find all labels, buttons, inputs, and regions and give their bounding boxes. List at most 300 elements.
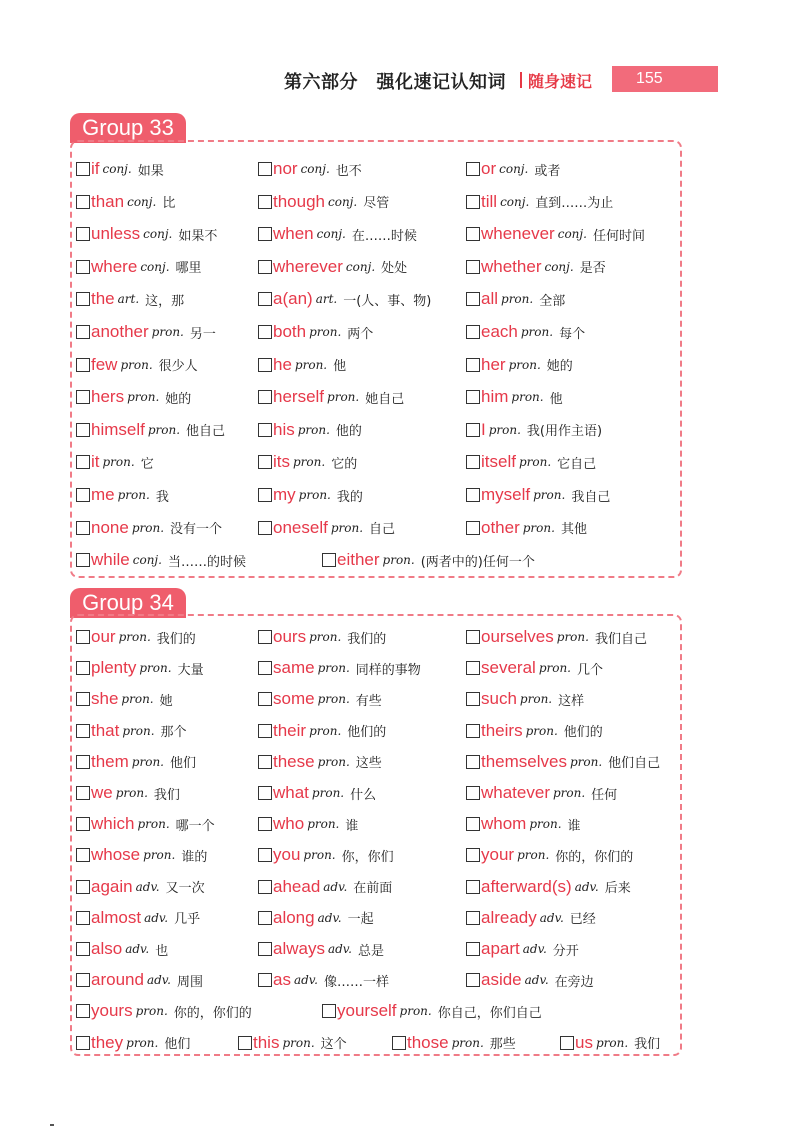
checkbox[interactable] — [258, 661, 272, 675]
word-row — [72, 252, 684, 282]
chinese-meaning: 自己 — [369, 522, 396, 538]
checkbox[interactable] — [466, 661, 480, 675]
vocab-word: his — [273, 419, 295, 439]
part-of-speech: pron. — [139, 661, 172, 676]
part-of-speech: pron. — [327, 390, 360, 405]
chinese-meaning: 他们自己 — [608, 756, 661, 772]
vocab-word: plenty — [91, 658, 137, 678]
chinese-meaning: 每个 — [559, 326, 586, 342]
vocab-entry — [258, 778, 376, 808]
checkbox[interactable] — [76, 195, 90, 209]
part-of-speech: conj. — [132, 553, 162, 568]
part-of-speech: pron. — [307, 817, 340, 832]
group-box — [70, 140, 682, 578]
vocab-entry — [466, 154, 560, 184]
checkbox[interactable] — [258, 227, 272, 241]
word-row — [72, 778, 684, 808]
vocab-entry — [322, 545, 535, 575]
vocab-entry — [466, 840, 633, 870]
word-row — [72, 513, 684, 543]
checkbox[interactable] — [466, 724, 480, 738]
vocab-entry — [76, 317, 216, 347]
vocab-entry — [466, 252, 606, 282]
chinese-meaning: 哪里 — [175, 261, 202, 277]
checkbox[interactable] — [76, 260, 90, 274]
chinese-meaning: 他们的 — [563, 725, 603, 741]
part-of-speech: adv. — [323, 879, 348, 894]
checkbox[interactable] — [258, 423, 272, 437]
chinese-meaning: 两个 — [347, 326, 374, 342]
chinese-meaning: 一(人、事、物) — [343, 293, 432, 309]
vocab-entry — [76, 480, 169, 510]
checkbox[interactable] — [76, 880, 90, 894]
part-of-speech: pron. — [488, 422, 521, 437]
checkbox[interactable] — [258, 195, 272, 209]
vocab-word: they — [91, 1032, 124, 1052]
vocab-word: you — [273, 845, 301, 865]
checkbox[interactable] — [466, 162, 480, 176]
word-row — [72, 480, 684, 510]
part-of-speech: conj. — [328, 194, 358, 209]
vocab-word: a(an) — [273, 289, 313, 309]
checkbox[interactable] — [258, 848, 272, 862]
part-of-speech: pron. — [520, 325, 554, 339]
word-row — [72, 622, 684, 652]
word-row — [72, 317, 684, 347]
vocab-entry — [258, 622, 386, 652]
chinese-meaning: 她的 — [165, 391, 192, 407]
vocab-word: nor — [273, 159, 298, 178]
part-of-speech: pron. — [115, 786, 148, 800]
checkbox[interactable] — [76, 521, 90, 535]
part-of-speech: pron. — [117, 488, 150, 502]
checkbox[interactable] — [238, 1036, 252, 1050]
vocab-entry — [466, 965, 594, 995]
word-row — [72, 996, 684, 1026]
vocab-entry — [258, 716, 386, 746]
checkbox[interactable] — [466, 848, 480, 862]
chinese-meaning: 他 — [333, 359, 347, 375]
vocab-word: whatever — [481, 783, 550, 802]
vocab-word: already — [481, 907, 537, 927]
chinese-meaning: 后来 — [604, 881, 631, 897]
vocab-entry — [76, 382, 191, 412]
chinese-meaning: 分开 — [552, 943, 579, 959]
vocab-word: than — [91, 191, 125, 211]
checkbox[interactable] — [258, 755, 272, 769]
vocab-entry — [258, 187, 389, 217]
vocab-entry — [258, 684, 382, 714]
checkbox[interactable] — [258, 911, 272, 925]
checkbox[interactable] — [258, 630, 272, 644]
vocab-word: her — [481, 354, 506, 374]
checkbox[interactable] — [76, 455, 90, 469]
vocab-entry — [76, 965, 203, 995]
checkbox[interactable] — [76, 786, 90, 800]
vocab-word: other — [481, 517, 520, 537]
checkbox[interactable] — [466, 911, 480, 925]
checkbox[interactable] — [76, 1004, 90, 1018]
vocab-entry — [76, 252, 202, 282]
vocab-entry — [466, 716, 603, 746]
section-title: 第六部分 强化速记认知词 — [284, 72, 506, 93]
part-of-speech: pron. — [556, 630, 589, 644]
part-of-speech: pron. — [451, 1035, 484, 1050]
vocab-word: me — [91, 485, 115, 504]
checkbox[interactable] — [76, 423, 90, 437]
page-header — [0, 64, 800, 94]
part-of-speech: adv. — [317, 910, 342, 925]
checkbox[interactable] — [258, 692, 272, 706]
checkbox[interactable] — [76, 692, 90, 706]
vocab-word: either — [337, 550, 380, 570]
vocab-entry — [258, 965, 389, 995]
part-of-speech: conj. — [544, 259, 574, 274]
vocab-word: whenever — [481, 224, 555, 244]
chinese-meaning: 什么 — [350, 787, 377, 803]
vocab-word: we — [91, 783, 113, 802]
checkbox[interactable] — [258, 455, 272, 469]
part-of-speech: pron. — [126, 1035, 159, 1050]
vocab-word: few — [91, 354, 118, 374]
chinese-meaning: 这些 — [355, 756, 382, 772]
vocab-entry — [76, 219, 217, 249]
checkbox[interactable] — [466, 973, 480, 987]
part-of-speech: pron. — [127, 390, 160, 405]
vocab-word: till — [481, 191, 498, 211]
chinese-meaning: 他的 — [335, 424, 362, 440]
group-label: Group 34 — [70, 588, 186, 618]
chinese-meaning: 一起 — [347, 912, 374, 928]
vocab-entry — [76, 747, 196, 777]
vocab-word: your — [481, 845, 515, 865]
chinese-meaning: 他们 — [164, 1037, 191, 1053]
part-of-speech: pron. — [102, 455, 135, 470]
part-of-speech: pron. — [595, 1035, 629, 1050]
vocab-word: the — [91, 289, 115, 309]
checkbox[interactable] — [466, 692, 480, 706]
checkbox[interactable] — [466, 390, 480, 404]
checkbox[interactable] — [76, 292, 90, 306]
part-of-speech: conj. — [143, 227, 173, 242]
checkbox[interactable] — [466, 488, 480, 502]
vocab-word: yours — [91, 1001, 133, 1021]
part-of-speech: pron. — [118, 630, 151, 644]
checkbox[interactable] — [76, 973, 90, 987]
checkbox[interactable] — [76, 553, 90, 567]
checkbox[interactable] — [258, 724, 272, 738]
chinese-meaning: 如果 — [137, 163, 164, 179]
checkbox[interactable] — [258, 358, 272, 372]
vocab-entry — [76, 716, 187, 746]
vocab-entry — [466, 219, 645, 249]
vocab-word: its — [273, 452, 290, 472]
chinese-meaning: 谁 — [567, 818, 581, 834]
part-of-speech: pron. — [518, 455, 552, 470]
chinese-meaning: 没有一个 — [170, 522, 223, 538]
chinese-meaning: 也不 — [335, 163, 362, 179]
vocab-entry — [76, 684, 173, 714]
part-of-speech: conj. — [316, 227, 346, 242]
part-of-speech: pron. — [294, 357, 328, 372]
checkbox[interactable] — [76, 488, 90, 502]
vocab-word: where — [91, 256, 138, 276]
chinese-meaning: 它自己 — [557, 456, 597, 472]
vocab-word: my — [273, 485, 296, 504]
chinese-meaning: 我们的 — [156, 631, 196, 647]
vocab-entry — [466, 653, 603, 683]
chinese-meaning: 也 — [155, 943, 169, 959]
checkbox[interactable] — [258, 880, 272, 894]
chinese-meaning: 他们的 — [347, 725, 387, 741]
word-row — [72, 747, 684, 777]
vocab-word: she — [91, 689, 119, 709]
chinese-meaning: 她的 — [546, 359, 573, 375]
checkbox[interactable] — [76, 358, 90, 372]
vocab-word: ours — [273, 627, 307, 646]
part-of-speech: pron. — [121, 692, 154, 707]
vocab-entry — [392, 1028, 516, 1058]
vocab-word: herself — [273, 387, 325, 407]
vocab-entry — [466, 778, 617, 808]
part-of-speech: conj. — [102, 162, 132, 176]
vocab-entry — [258, 382, 404, 412]
part-of-speech: pron. — [311, 786, 345, 800]
word-row — [72, 716, 684, 746]
vocab-word: these — [273, 751, 315, 771]
checkbox[interactable] — [258, 488, 272, 502]
chinese-meaning: 尽管 — [363, 196, 390, 212]
chinese-meaning: 这样 — [558, 693, 585, 709]
part-of-speech: art. — [315, 292, 338, 307]
part-of-speech: adv. — [125, 942, 150, 956]
chinese-meaning: 那些 — [489, 1037, 516, 1053]
checkbox[interactable] — [322, 553, 336, 567]
checkbox[interactable] — [76, 817, 90, 831]
vocab-entry — [466, 480, 610, 510]
vocab-word: oneself — [273, 517, 328, 537]
word-row — [72, 872, 684, 902]
checkbox[interactable] — [76, 911, 90, 925]
part-of-speech: pron. — [525, 723, 558, 738]
checkbox[interactable] — [258, 786, 272, 800]
vocab-entry — [466, 350, 573, 380]
chinese-meaning: 她 — [159, 693, 173, 709]
vocab-entry — [466, 934, 579, 964]
part-of-speech: adv. — [522, 942, 547, 956]
chinese-meaning: 几乎 — [174, 912, 201, 928]
word-row — [72, 545, 684, 575]
vocab-entry — [76, 545, 246, 575]
checkbox[interactable] — [466, 942, 480, 956]
chinese-meaning: 谁的 — [181, 849, 208, 865]
vocab-entry — [76, 447, 154, 477]
vocab-word: again — [91, 876, 133, 896]
word-row — [72, 840, 684, 870]
word-row — [72, 684, 684, 714]
part-of-speech: adv. — [539, 910, 564, 925]
vocab-word: aside — [481, 970, 522, 990]
chinese-meaning: 大量 — [177, 662, 204, 678]
chinese-meaning: 周围 — [176, 974, 203, 990]
vocab-word: if — [91, 159, 100, 178]
vocab-entry — [258, 903, 374, 933]
vocab-entry — [258, 252, 407, 282]
word-row — [72, 447, 684, 477]
checkbox[interactable] — [466, 521, 480, 535]
checkbox[interactable] — [258, 817, 272, 831]
chinese-meaning: 另一 — [189, 326, 216, 342]
checkbox[interactable] — [258, 973, 272, 987]
vocab-entry — [258, 350, 346, 380]
vocab-word: as — [273, 970, 291, 990]
checkbox[interactable] — [322, 1004, 336, 1018]
vocab-word: ahead — [273, 876, 321, 896]
vocab-entry — [76, 934, 168, 964]
part-of-speech: pron. — [552, 786, 586, 800]
chinese-meaning: 直到……为止 — [535, 196, 614, 212]
scan-mark — [50, 1124, 54, 1126]
vocab-word: apart — [481, 939, 520, 958]
checkbox[interactable] — [76, 724, 90, 738]
vocab-word: him — [481, 387, 509, 407]
part-of-speech: pron. — [298, 488, 331, 502]
checkbox[interactable] — [466, 880, 480, 894]
chinese-meaning: 在旁边 — [554, 974, 594, 990]
vocab-word: them — [91, 751, 129, 771]
vocab-word: himself — [91, 419, 145, 439]
vocab-word: he — [273, 354, 292, 374]
checkbox[interactable] — [76, 1036, 90, 1050]
vocab-word: unless — [91, 224, 141, 244]
part-of-speech: art. — [117, 292, 140, 307]
vocab-word: almost — [91, 907, 142, 927]
checkbox[interactable] — [76, 390, 90, 404]
chinese-meaning: 这个 — [320, 1037, 347, 1053]
word-row — [72, 154, 684, 184]
vocab-word: that — [91, 720, 120, 740]
checkbox[interactable] — [76, 661, 90, 675]
vocab-word: us — [575, 1032, 593, 1052]
checkbox[interactable] — [258, 942, 272, 956]
checkbox[interactable] — [76, 162, 90, 176]
vocab-entry — [76, 513, 222, 543]
checkbox[interactable] — [76, 630, 90, 644]
chinese-meaning: 他们 — [169, 756, 196, 772]
chinese-meaning: 任何 — [591, 787, 618, 803]
vocab-word: none — [91, 517, 129, 537]
word-row — [72, 934, 684, 964]
chinese-meaning: 又一次 — [165, 881, 205, 897]
vocab-entry — [466, 317, 585, 347]
vocab-word: all — [481, 289, 499, 309]
checkbox[interactable] — [466, 817, 480, 831]
checkbox[interactable] — [466, 755, 480, 769]
vocab-entry — [76, 284, 184, 314]
vocab-word: yourself — [337, 1001, 397, 1021]
vocab-word: those — [407, 1032, 449, 1052]
vocab-entry — [76, 996, 252, 1026]
vocab-word: wherever — [273, 256, 343, 276]
part-of-speech: conj. — [140, 259, 170, 274]
vocab-entry — [466, 872, 631, 902]
checkbox[interactable] — [466, 292, 480, 306]
checkbox[interactable] — [76, 325, 90, 339]
part-of-speech: pron. — [131, 520, 165, 535]
checkbox[interactable] — [466, 195, 480, 209]
checkbox[interactable] — [76, 227, 90, 241]
vocab-entry — [238, 1028, 347, 1058]
checkbox[interactable] — [466, 455, 480, 469]
part-of-speech: adv. — [293, 973, 318, 988]
checkbox[interactable] — [258, 162, 272, 176]
vocab-word: their — [273, 720, 307, 740]
vocab-entry — [466, 382, 563, 412]
checkbox[interactable] — [466, 227, 480, 241]
checkbox[interactable] — [258, 260, 272, 274]
chinese-meaning: 我们 — [634, 1037, 661, 1053]
vocab-entry — [466, 747, 660, 777]
chinese-meaning: 当……的时候 — [167, 554, 246, 570]
checkbox[interactable] — [466, 423, 480, 437]
vocab-entry — [466, 513, 587, 543]
checkbox[interactable] — [76, 755, 90, 769]
chinese-meaning: 你自己，你们自己 — [437, 1005, 542, 1021]
checkbox[interactable] — [258, 521, 272, 535]
vocab-word: what — [273, 783, 309, 802]
vocab-word: such — [481, 689, 517, 709]
vocab-entry — [466, 622, 647, 652]
part-of-speech: pron. — [399, 1004, 432, 1019]
part-of-speech: pron. — [282, 1035, 315, 1050]
part-of-speech: adv. — [574, 879, 599, 894]
chinese-meaning: 他 — [549, 391, 563, 407]
checkbox[interactable] — [466, 260, 480, 274]
chinese-meaning: 我们 — [153, 787, 180, 803]
chinese-meaning: 有些 — [355, 693, 382, 709]
checkbox[interactable] — [258, 292, 272, 306]
checkbox[interactable] — [258, 325, 272, 339]
chinese-meaning: 我们的 — [347, 631, 387, 647]
chinese-meaning: 我们自己 — [594, 631, 647, 647]
vocab-word: always — [273, 939, 325, 958]
vocab-word: afterward(s) — [481, 876, 572, 896]
checkbox[interactable] — [466, 630, 480, 644]
checkbox[interactable] — [466, 786, 480, 800]
checkbox[interactable] — [466, 358, 480, 372]
part-of-speech: pron. — [508, 357, 541, 372]
chinese-meaning: 他自己 — [186, 424, 226, 440]
vocab-word: which — [91, 814, 135, 834]
chinese-meaning: 你的，你们的 — [173, 1005, 252, 1021]
part-of-speech: pron. — [501, 292, 534, 307]
checkbox[interactable] — [76, 942, 90, 956]
chinese-meaning: 或者 — [534, 163, 561, 179]
part-of-speech: pron. — [147, 422, 181, 437]
vocab-word: itself — [481, 452, 516, 472]
checkbox[interactable] — [466, 325, 480, 339]
chinese-meaning: 任何时间 — [592, 228, 645, 244]
checkbox[interactable] — [392, 1036, 406, 1050]
part-of-speech: pron. — [529, 817, 562, 832]
group-box — [70, 614, 682, 1056]
vocab-word: ourselves — [481, 627, 554, 646]
vocab-entry — [76, 1028, 190, 1058]
vocab-word: who — [273, 814, 305, 834]
checkbox[interactable] — [258, 390, 272, 404]
checkbox[interactable] — [560, 1036, 574, 1050]
checkbox[interactable] — [76, 848, 90, 862]
